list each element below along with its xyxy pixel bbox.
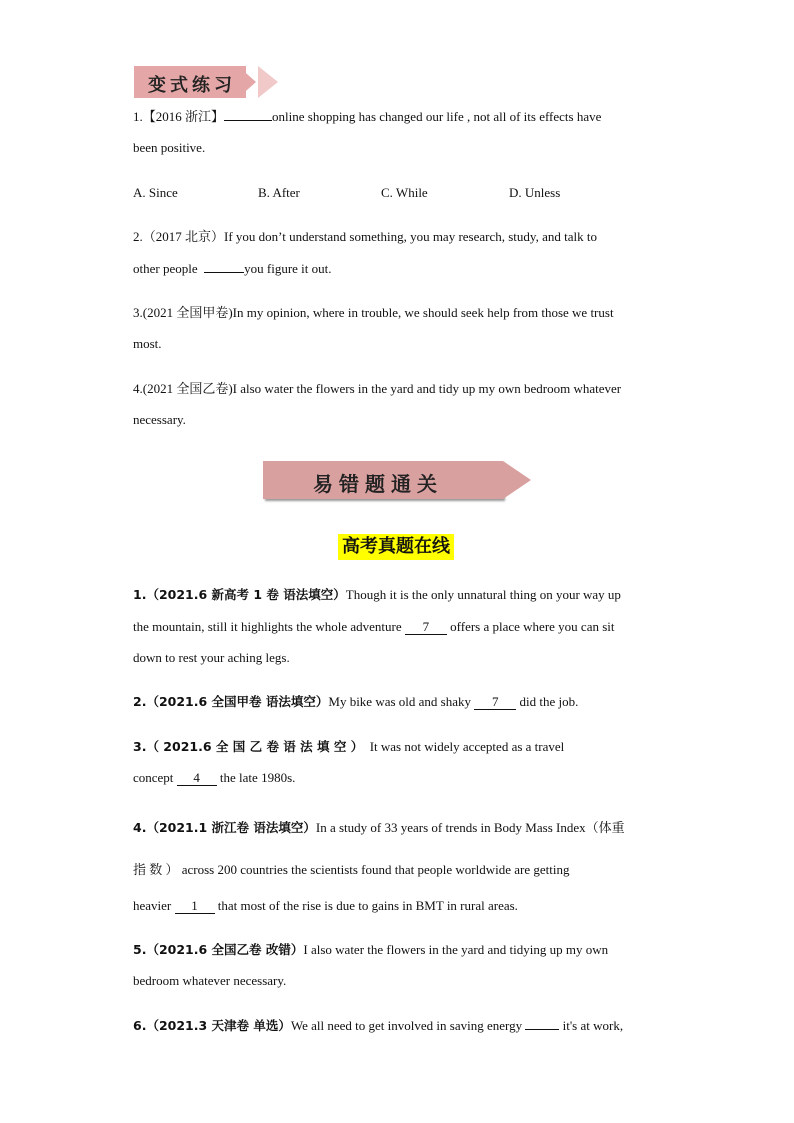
question-2-line-2 — [133, 260, 661, 278]
answer-blank: 1 — [175, 899, 215, 914]
item-label: 6.（2021.3 天津卷 单选） — [133, 1018, 291, 1033]
question-2-line-1: 2.（2017 北京）If you don’t understand something, you may research, study, and talk to — [133, 229, 597, 244]
question-text: other people — [133, 261, 198, 276]
question-4-line-1: 4.(2021 全国乙卷)I also water the flowers in the yard and tidy up my own bedroom whatever — [133, 381, 622, 396]
answer-blank — [224, 120, 272, 121]
question-4-line-2: necessary. — [133, 412, 186, 427]
answer-blank: 4 — [177, 771, 217, 786]
question-3-line-2: most. — [133, 336, 162, 351]
item-text: that most of the rise is due to gains in BMT in rural areas. — [217, 898, 518, 913]
exam-item-3-line-2 — [133, 769, 661, 787]
item-text: concept — [133, 770, 174, 785]
question-label: 1.【2016 浙江】 — [133, 109, 225, 124]
exam-item-1-line-3: down to rest your aching legs. — [133, 650, 290, 665]
banner-arrow — [258, 66, 278, 98]
item-text: Though it is the only unnatural thing on your way up — [345, 587, 621, 602]
banner-title: 易错题通关 — [313, 472, 443, 496]
item-text: In a study of 33 years of trends in Body Mass Index（体重 — [315, 820, 625, 835]
banner-title: 变式练习 — [148, 75, 236, 96]
item-text: We all need to get involved in saving energy — [290, 1018, 523, 1033]
item-label: 2.（2021.6 全国甲卷 语法填空） — [133, 694, 329, 709]
item-text: offers a place where you can sit — [450, 619, 615, 634]
option-d: D. Unless — [509, 185, 561, 200]
item-text: It was not widely accepted as a travel — [369, 739, 565, 754]
option-b: B. After — [258, 185, 300, 200]
item-text: My bike was old and shaky — [328, 694, 472, 709]
exam-item-1-line-1 — [133, 586, 661, 604]
exam-item-6-line-1 — [133, 1017, 661, 1035]
item-text: the mountain, still it highlights the whole adventure — [133, 619, 402, 634]
option-a: A. Since — [133, 185, 178, 200]
item-text: the late 1980s. — [219, 770, 296, 785]
answer-blank: 7 — [405, 620, 447, 635]
item-text: I also water the flowers in the yard and tidying up my own — [303, 942, 609, 957]
answer-blank — [204, 272, 244, 273]
exam-item-1-line-2 — [133, 618, 661, 636]
exam-item-4-line-1 — [133, 819, 661, 837]
question-text: online shopping has changed our life , not all of its effects have — [272, 109, 602, 124]
question-1-line-2: been positive. — [133, 140, 206, 155]
banner-arrow — [238, 66, 256, 98]
question-text: you figure it out. — [244, 261, 332, 276]
item-label: 3.（ 2021.6 全 国 乙 卷 语 法 填 空 ） — [133, 739, 364, 754]
answer-blank: 7 — [474, 695, 516, 710]
item-label: 1.（2021.6 新高考 1 卷 语法填空） — [133, 587, 346, 602]
question-1-line-1 — [133, 108, 661, 126]
section-banner-variant-practice — [134, 66, 284, 98]
exam-item-5-line-1 — [133, 941, 661, 959]
item-label: 4.（2021.1 浙江卷 语法填空） — [133, 820, 316, 835]
section-banner-common-errors — [263, 461, 535, 499]
item-text: heavier — [133, 898, 172, 913]
exam-item-4-line-2: 指 数 ） across 200 countries the scientists found that people worldwide are getting — [133, 862, 570, 877]
exam-item-3-line-1 — [133, 738, 661, 756]
answer-blank — [525, 1029, 559, 1030]
question-3-line-1: 3.(2021 全国甲卷)In my opinion, where in trouble, we should seek help from those we trust — [133, 305, 614, 320]
exam-item-5-line-2: bedroom whatever necessary. — [133, 973, 287, 988]
item-text: did the job. — [519, 694, 579, 709]
item-text: it's at work, — [562, 1018, 624, 1033]
option-c: C. While — [381, 185, 428, 200]
item-label: 5.（2021.6 全国乙卷 改错） — [133, 942, 304, 957]
exam-item-4-line-3 — [133, 897, 661, 915]
banner-arrow — [503, 461, 531, 499]
section-subtitle: 高考真题在线 — [338, 534, 454, 560]
exam-item-2-line-1 — [133, 693, 661, 711]
